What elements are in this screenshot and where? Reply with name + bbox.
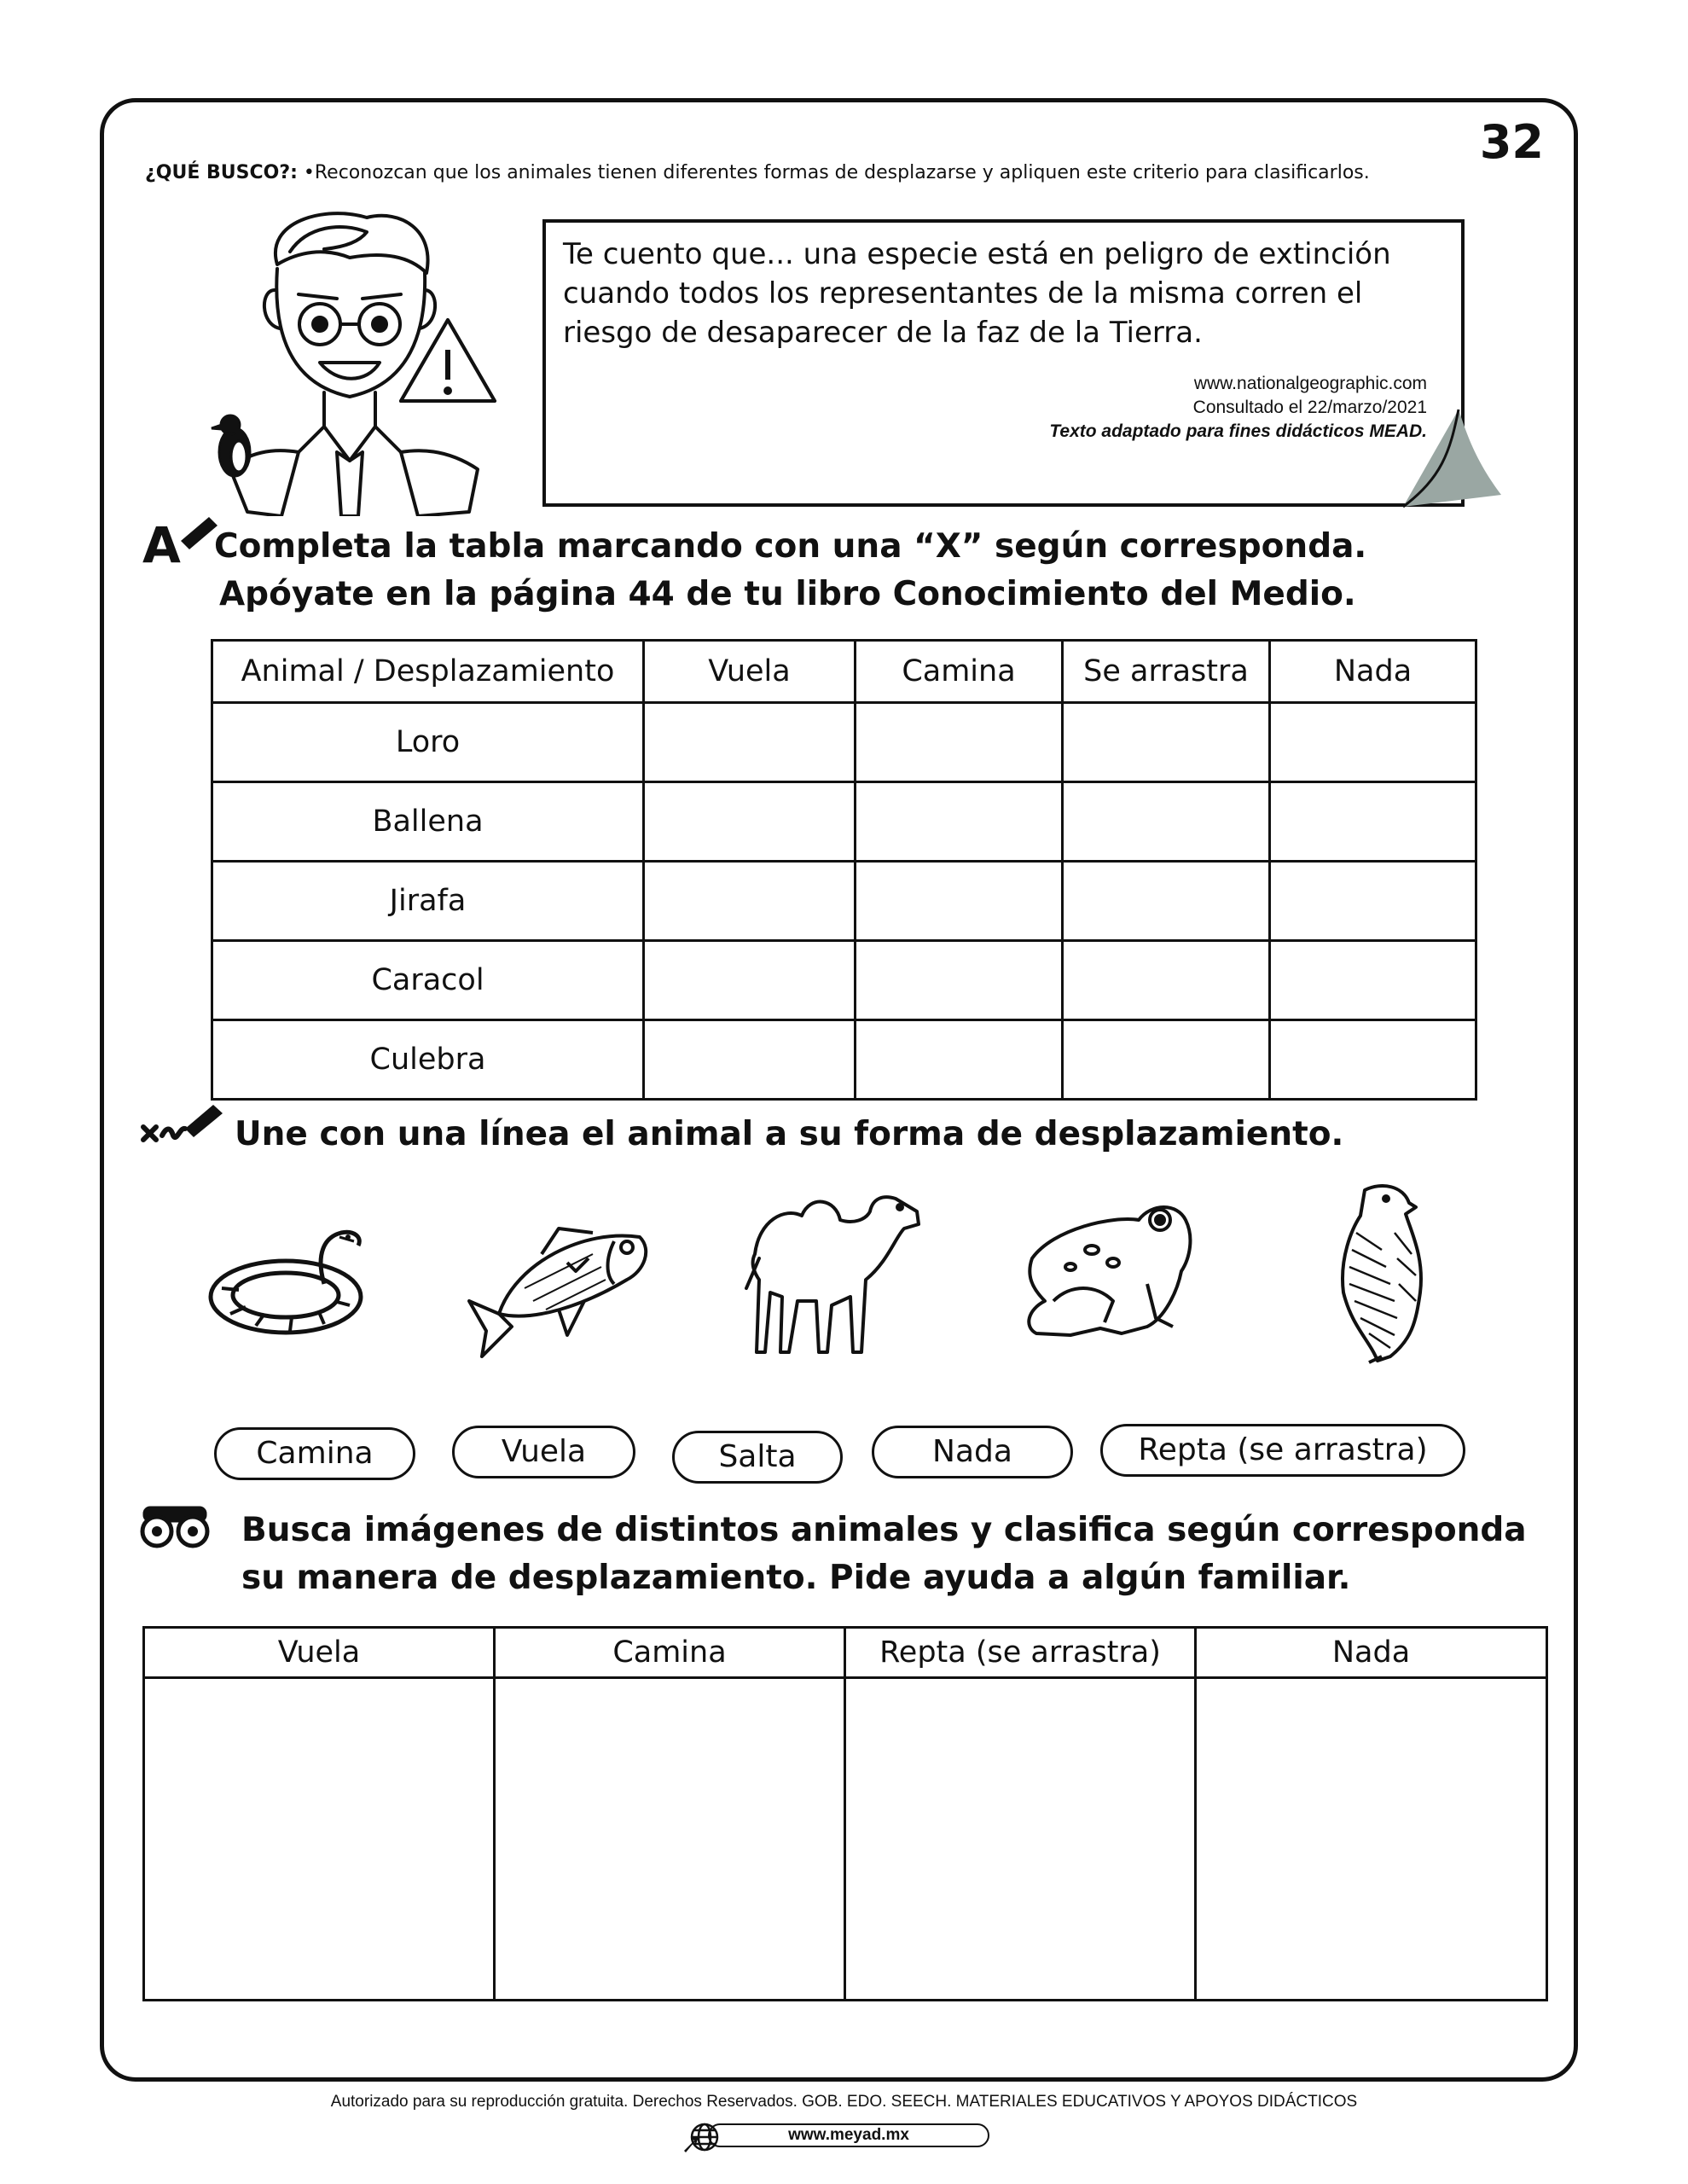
answer-cell[interactable] — [495, 1678, 845, 2001]
info-text: Te cuento que... una especie está en peligro de extinción cuando todos los representantes de la misma corren el riesgo de desaparecer de la faz de la Tierra. — [563, 237, 1391, 350]
animal-name: Culebra — [212, 1020, 644, 1100]
instruction-a-line2: Apóyate en la página 44 de tu libro Conocimiento del Medio. — [219, 575, 1356, 613]
adaptation-note: Texto adaptado para fines didácticos MEAD. — [1049, 421, 1427, 441]
instruction-c-line1: Busca imágenes de distintos animales y clasifica según corresponda — [241, 1511, 1527, 1549]
header-nada: Nada — [1270, 641, 1476, 703]
research-table — [142, 1626, 1548, 2001]
goal-label: ¿QUÉ BUSCO?: — [145, 162, 298, 183]
answer-cell[interactable] — [644, 782, 856, 862]
goal-text: •Reconozcan que los animales tienen diferentes formas de desplazarse y apliquen este criterio para clasificarlos. — [297, 162, 1370, 183]
header-repta: Repta (se arrastra) — [845, 1628, 1196, 1678]
page-number: 32 — [1479, 115, 1544, 169]
header-nada: Nada — [1196, 1628, 1547, 1678]
instruction-a-line1: Completa la tabla marcando con una “X” según corresponda. — [214, 527, 1367, 566]
animal-name: Loro — [212, 703, 644, 782]
answer-cell[interactable] — [144, 1678, 495, 2001]
answer-cell[interactable] — [856, 862, 1063, 941]
table-row — [212, 941, 1476, 1020]
animal-name: Jirafa — [212, 862, 644, 941]
draw-line-icon — [141, 1101, 226, 1153]
table-row — [144, 1678, 1547, 2001]
answer-cell[interactable] — [1270, 1020, 1476, 1100]
snake-icon — [205, 1220, 371, 1339]
learning-goal — [145, 162, 1370, 183]
answer-cell[interactable] — [856, 782, 1063, 862]
page-curl-icon — [1399, 401, 1510, 525]
answer-cell[interactable] — [644, 941, 856, 1020]
table-header-row — [212, 641, 1476, 703]
option-salta[interactable]: Salta — [672, 1431, 843, 1484]
header-vuela: Vuela — [144, 1628, 495, 1678]
header-vuela: Vuela — [644, 641, 856, 703]
frog-icon — [1019, 1199, 1203, 1344]
header-se-arrastra: Se arrastra — [1063, 641, 1270, 703]
answer-cell[interactable] — [1063, 782, 1270, 862]
writing-a-icon — [142, 515, 219, 568]
answer-cell[interactable] — [644, 1020, 856, 1100]
answer-cell[interactable] — [856, 703, 1063, 782]
answer-cell[interactable] — [1270, 862, 1476, 941]
info-callout — [542, 219, 1465, 507]
answer-cell[interactable] — [1063, 1020, 1270, 1100]
header-animal: Animal / Desplazamiento — [212, 641, 644, 703]
answer-cell[interactable] — [1063, 703, 1270, 782]
option-repta[interactable]: Repta (se arrastra) — [1100, 1424, 1465, 1477]
classification-table — [211, 639, 1477, 1101]
answer-cell[interactable] — [1270, 782, 1476, 862]
answer-cell[interactable] — [856, 1020, 1063, 1100]
answer-cell[interactable] — [1270, 703, 1476, 782]
answer-cell[interactable] — [1063, 941, 1270, 1020]
instruction-c-line2: su manera de desplazamiento. Pide ayuda a algún familiar. — [241, 1559, 1351, 1597]
animal-name: Ballena — [212, 782, 644, 862]
camel-icon — [738, 1186, 934, 1365]
option-camina[interactable]: Camina — [214, 1427, 415, 1480]
option-vuela[interactable]: Vuela — [452, 1426, 635, 1478]
header-camina: Camina — [495, 1628, 845, 1678]
answer-cell[interactable] — [856, 941, 1063, 1020]
animal-name: Caracol — [212, 941, 644, 1020]
answer-cell[interactable] — [1270, 941, 1476, 1020]
svg-text:A: A — [142, 516, 181, 568]
fish-icon — [465, 1211, 657, 1361]
source-url: www.nationalgeographic.com — [1193, 374, 1427, 393]
answer-cell[interactable] — [1063, 862, 1270, 941]
table-row — [212, 782, 1476, 862]
option-nada[interactable]: Nada — [872, 1426, 1073, 1478]
table-row — [212, 862, 1476, 941]
eagle-icon — [1331, 1182, 1433, 1365]
teacher-illustration — [196, 205, 529, 516]
binoculars-icon — [138, 1506, 212, 1548]
footer-text: Autorizado para su reproducción gratuita. Derechos Reservados. GOB. EDO. SEECH. MATERIALES EDUCATIVOS Y APOYOS DIDÁCTICOS — [330, 2093, 1358, 2111]
table-header-row — [144, 1628, 1547, 1678]
answer-cell[interactable] — [1196, 1678, 1547, 2001]
header-camina: Camina — [856, 641, 1063, 703]
table-row — [212, 703, 1476, 782]
answer-cell[interactable] — [644, 862, 856, 941]
website-link[interactable]: www.meyad.mx — [708, 2123, 989, 2147]
answer-cell[interactable] — [644, 703, 856, 782]
table-row — [212, 1020, 1476, 1100]
consulted-date: Consultado el 22/marzo/2021 — [1192, 398, 1427, 417]
info-source — [1049, 372, 1427, 444]
instruction-b: Une con una línea el animal a su forma de desplazamiento. — [235, 1115, 1344, 1153]
answer-cell[interactable] — [845, 1678, 1196, 2001]
